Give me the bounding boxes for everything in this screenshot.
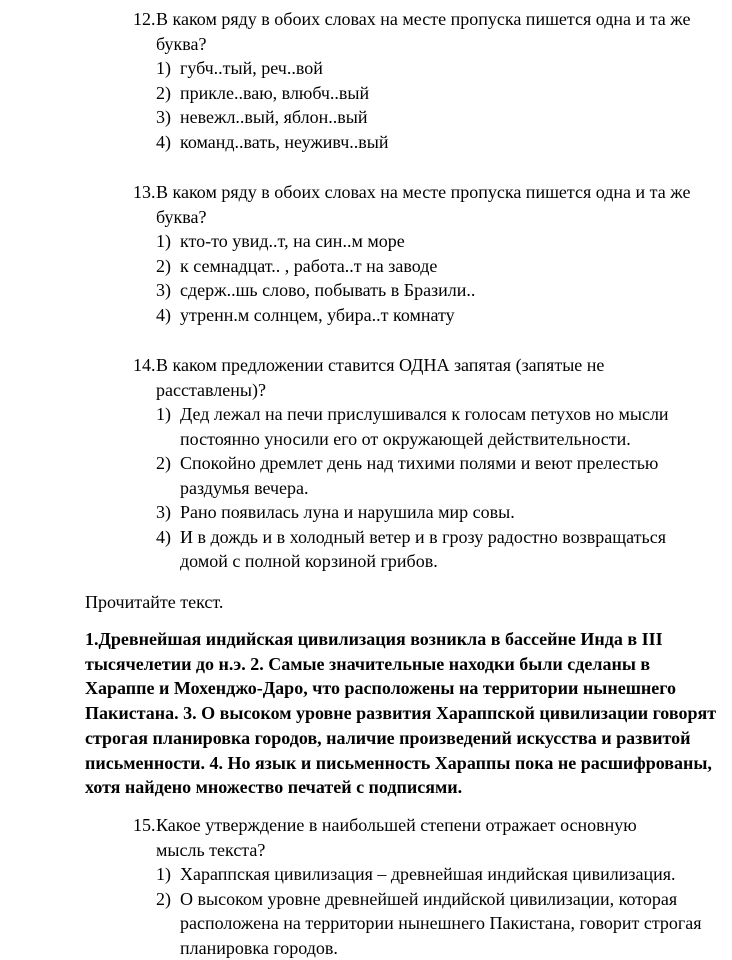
- option-number: 1): [156, 402, 171, 427]
- option-text: к семнадцат.. , работа..т на заводе: [180, 254, 710, 279]
- question-13: [0, 180, 732, 327]
- option-number: 1): [156, 229, 171, 254]
- option: [0, 254, 732, 279]
- option-number: 2): [156, 887, 171, 912]
- option-text: утренн.м солнцем, убира..т комнату: [180, 303, 710, 328]
- option-number: 4): [156, 525, 171, 550]
- question-text: Какое утверждение в наибольшей степени отражает основную мысль текста?: [156, 813, 666, 862]
- question-header: [0, 813, 732, 862]
- option: [0, 500, 732, 525]
- option-number: 4): [156, 303, 171, 328]
- option: [0, 303, 732, 328]
- option-number: 3): [156, 105, 171, 130]
- question-number: 12.: [133, 7, 156, 32]
- question-number: 15.: [133, 813, 156, 838]
- option: [0, 525, 732, 574]
- question-text: В каком ряду в обоих словах на месте пропуска пишется одна и та же буква?: [156, 7, 701, 56]
- reading-text: 1.Древнейшая индийская цивилизация возникла в бассейне Инда в III тысячелетии до н.э. 2. Самые значительные находки были сделаны в Хараппе и Мохенджо-Даро, что расположены на территории нынешнего Пакистана. 3. О высоком уровне развития Хараппской цивилизации говорят строгая планировка городов, наличие произведений искусства и развитой письменности. 4. Но язык и письменность Хараппы пока не расшифрованы, хотя найдено множество печатей с подписями.: [85, 627, 717, 800]
- question-header: [0, 180, 732, 229]
- option-text: команд..вать, неуживч..вый: [180, 130, 710, 155]
- option: [0, 887, 732, 960]
- question-number: 14.: [133, 353, 156, 378]
- option-text: Рано появилась луна и нарушила мир совы.: [180, 500, 710, 525]
- option-number: 3): [156, 278, 171, 303]
- option-number: 3): [156, 500, 171, 525]
- option-text: Спокойно дремлет день над тихими полями и веют прелестью раздумья вечера.: [180, 451, 710, 500]
- option: [0, 402, 732, 451]
- option: [0, 130, 732, 155]
- option: [0, 862, 732, 887]
- option-text: невежл..вый, яблон..вый: [180, 105, 710, 130]
- option-text: О высоком уровне древнейшей индийской цивилизации, которая расположена на территории нынешнего Пакистана, говорит строгая планировка городов.: [180, 887, 710, 960]
- instruction-text: Прочитайте текст.: [85, 590, 715, 615]
- question-header: [0, 7, 732, 56]
- question-text: В каком предложении ставится ОДНА запятая (запятые не расставлены)?: [156, 353, 646, 402]
- option-text: сдерж..шь слово, побывать в Бразили..: [180, 278, 710, 303]
- option-number: 1): [156, 56, 171, 81]
- option: [0, 229, 732, 254]
- option-number: 1): [156, 862, 171, 887]
- option-text: губч..тый, реч..вой: [180, 56, 710, 81]
- option: [0, 56, 732, 81]
- option-number: 2): [156, 254, 171, 279]
- option-text: Хараппская цивилизация – древнейшая индийская цивилизация.: [180, 862, 710, 887]
- option-number: 2): [156, 81, 171, 106]
- question-header: [0, 353, 732, 402]
- option: [0, 451, 732, 500]
- question-12: [0, 7, 732, 154]
- option-number: 4): [156, 130, 171, 155]
- option-text: Дед лежал на печи прислушивался к голосам петухов но мысли постоянно уносили его от окружающей действительности.: [180, 402, 710, 451]
- option: [0, 81, 732, 106]
- option-number: 2): [156, 451, 171, 476]
- question-number: 13.: [133, 180, 156, 205]
- option: [0, 278, 732, 303]
- option-text: кто-то увид..т, на син..м море: [180, 229, 710, 254]
- option-text: И в дождь и в холодный ветер и в грозу радостно возвращаться домой с полной корзиной грибов.: [180, 525, 710, 574]
- option-text: прикле..ваю, влюбч..вый: [180, 81, 710, 106]
- question-text: В каком ряду в обоих словах на месте пропуска пишется одна и та же буква?: [156, 180, 701, 229]
- option: [0, 105, 732, 130]
- question-14: [0, 353, 732, 574]
- question-15: [0, 813, 732, 960]
